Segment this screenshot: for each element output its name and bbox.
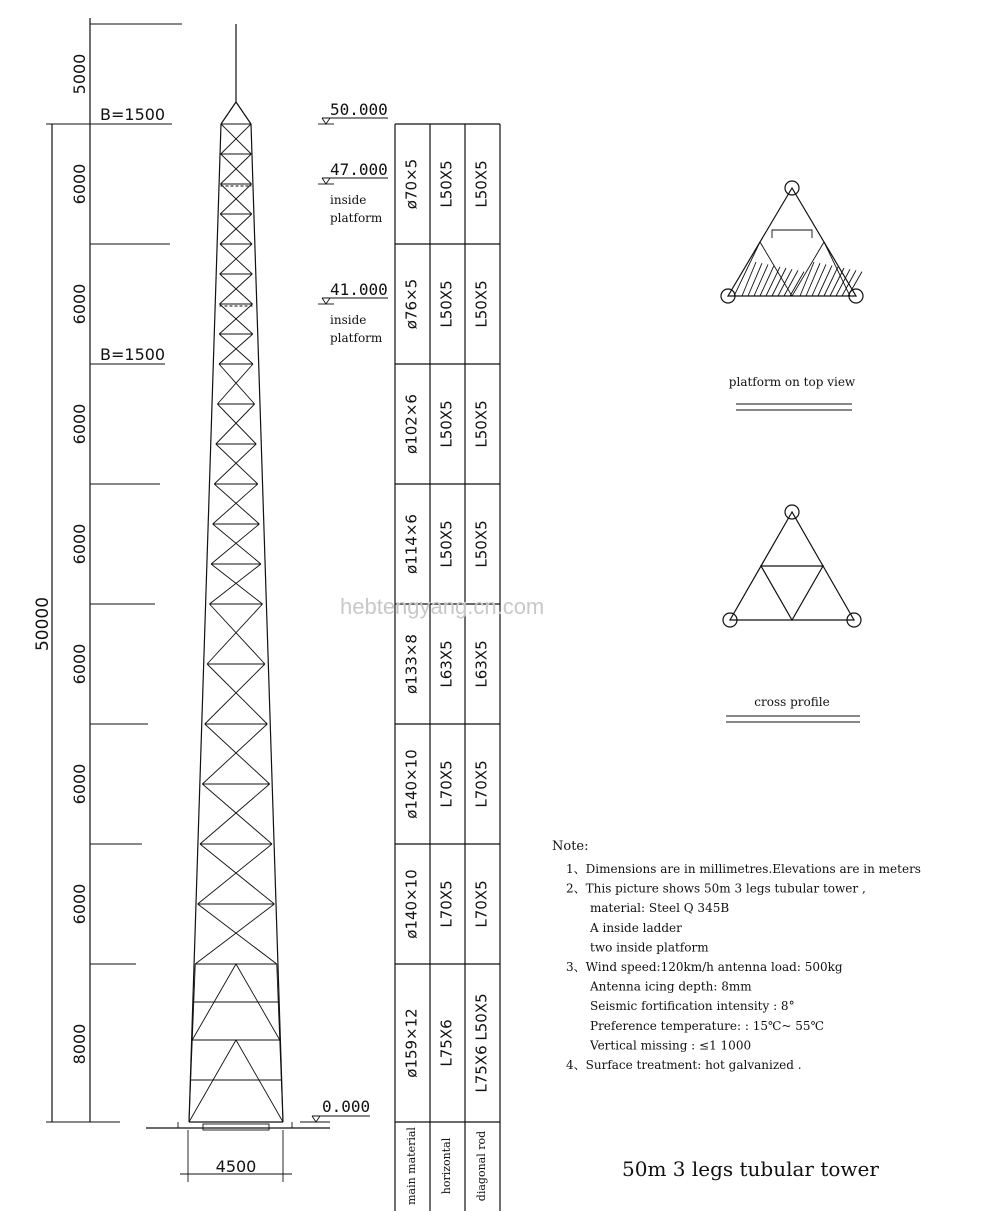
table-cell-horizontal: L50X5 (437, 160, 456, 208)
tower-leg-right (251, 124, 283, 1122)
table-cell-diagonal: L63X5 (472, 640, 491, 688)
table-cell-horizontal: L50X5 (437, 280, 456, 328)
members-table (395, 124, 500, 1211)
hatch-line (760, 266, 774, 296)
table-cell-main: ø133×8 (402, 634, 421, 694)
dim-seg-3: 6000 (70, 283, 89, 325)
table-cell-diagonal: L70X5 (472, 760, 491, 808)
note-line: Preference temperature: : 15℃~ 55℃ (590, 1018, 824, 1033)
notes-block (552, 839, 921, 1072)
hatch-line (824, 267, 838, 296)
elevation-41-note-1: inside (330, 313, 367, 327)
elevation-41-label: 41.000 (330, 280, 388, 299)
tower-diagonal (207, 604, 262, 664)
dim-seg-6: 6000 (70, 643, 89, 685)
tower-diagonal (202, 784, 272, 844)
dim-seg-7: 6000 (70, 763, 89, 805)
note-line: 3、Wind speed:120km/h antenna load: 500kg (566, 960, 843, 974)
tower-diagonal (210, 604, 265, 664)
note-line: two inside platform (590, 940, 709, 955)
table-cell-horizontal: L50X5 (437, 400, 456, 448)
base-dimension (146, 1122, 330, 1182)
hatch-line (748, 263, 762, 296)
note-line: 1、Dimensions are in millimetres.Elevations are in meters (566, 862, 921, 876)
table-cell-main: ø159×12 (402, 1008, 421, 1078)
table-cell-main: ø102×6 (402, 394, 421, 454)
elevation-0-label: 0.000 (322, 1097, 371, 1116)
platform-top-view (721, 181, 863, 410)
table-cell-main: ø76×5 (402, 278, 421, 330)
tower-diagonal (217, 404, 256, 444)
tower-elevation (189, 24, 283, 1122)
elevation-47-label: 47.000 (330, 160, 388, 179)
top-width-label-1: B=1500 (100, 105, 166, 124)
table-footer-main: main material (405, 1127, 418, 1205)
hatch-line (830, 268, 844, 296)
table-footer-diagonal: diagonal rod (475, 1130, 488, 1202)
drawing-title: 50m 3 legs tubular tower (622, 1157, 879, 1181)
hatch-line (754, 264, 768, 296)
top-width-label-2: B=1500 (100, 345, 166, 364)
tower-diagonal (200, 784, 270, 844)
dim-seg-1: 5000 (70, 53, 89, 95)
table-cell-horizontal: L75X6 (437, 1019, 456, 1067)
tower-diagonal (202, 724, 267, 784)
elevation-50-label: 50.000 (330, 100, 388, 119)
tower-diagonal (198, 844, 272, 904)
table-cell-horizontal: L50X5 (437, 520, 456, 568)
elevation-41 (318, 280, 388, 345)
notes-heading: Note: (552, 839, 589, 854)
dim-seg-9: 8000 (70, 1023, 89, 1065)
note-line: A inside ladder (590, 920, 682, 935)
tower-diagonal (216, 444, 258, 484)
tower-diagonal (214, 444, 256, 484)
tower-diagonal (205, 664, 265, 724)
cross-profile-view (723, 505, 861, 722)
hatch-line (742, 262, 756, 296)
hatch-line (848, 272, 862, 296)
tower-cap (221, 102, 251, 124)
tower-diagonal (211, 524, 259, 564)
tower-diagonal (213, 484, 258, 524)
tower-k-brace (189, 1040, 283, 1122)
table-footer-horizontal: horizontal (440, 1137, 453, 1195)
dim-seg-4: 6000 (70, 403, 89, 445)
elevation-47-note-2: platform (330, 211, 383, 225)
base-width-label: 4500 (215, 1157, 257, 1176)
table-cell-main: ø140×10 (402, 749, 421, 819)
dimension-chain (46, 18, 182, 1122)
hatch-line (818, 266, 832, 296)
tower-k-brace (189, 1040, 283, 1122)
note-line: 2、This picture shows 50m 3 legs tubular tower , (566, 881, 866, 896)
elevation-0 (300, 1097, 370, 1122)
tower-diagonal (214, 484, 259, 524)
top-view-caption: platform on top view (728, 375, 856, 389)
note-line: Antenna icing depth: 8mm (590, 979, 752, 994)
tower-diagonal (211, 564, 262, 604)
tower-diagonal (210, 564, 261, 604)
tower-diagonal (216, 404, 255, 444)
elevation-47 (318, 160, 388, 225)
cross-profile-caption: cross profile (754, 695, 830, 709)
table-cell-main: ø70×5 (402, 158, 421, 210)
table-cell-diagonal: L50X5 (472, 400, 491, 448)
table-cell-diagonal: L50X5 (472, 520, 491, 568)
tower-diagonal (207, 664, 267, 724)
dim-total-height: 50000 (33, 596, 53, 652)
dim-seg-2: 6000 (70, 163, 89, 205)
segment-dimension-labels (33, 54, 165, 1065)
note-line: material: Steel Q 345B (590, 901, 730, 916)
tower-leg-left (189, 124, 221, 1122)
tower-diagonal (198, 904, 277, 964)
dim-seg-5: 6000 (70, 523, 89, 565)
hatch-line (766, 267, 780, 296)
table-cell-main: ø114×6 (402, 514, 421, 574)
tower-diagonal (219, 364, 255, 404)
tower-k-brace (192, 1002, 280, 1040)
elevation-47-note-1: inside (330, 193, 367, 207)
table-cell-main: ø140×10 (402, 869, 421, 939)
tower-diagonal (200, 844, 274, 904)
dim-seg-8: 6000 (70, 883, 89, 925)
table-cell-horizontal: L63X5 (437, 640, 456, 688)
elevation-50 (318, 100, 388, 124)
note-line: 4、Surface treatment: hot galvanized . (566, 1058, 802, 1072)
table-cell-diagonal: L75X6 L50X5 (472, 993, 491, 1093)
tower-diagonal (195, 904, 274, 964)
tower-diagonal (205, 724, 270, 784)
note-line: Vertical missing : ≤1 1000 (590, 1038, 752, 1053)
elevation-41-note-2: platform (330, 331, 383, 345)
tower-diagonal (213, 524, 261, 564)
table-cell-diagonal: L50X5 (472, 280, 491, 328)
hatch-line (784, 270, 798, 296)
watermark: hebtengyang.cn.com (340, 594, 545, 619)
tower-diagonal (217, 364, 253, 404)
table-cell-diagonal: L70X5 (472, 880, 491, 928)
hatch-line (812, 264, 826, 296)
tower-k-brace (194, 964, 279, 1002)
table-cell-diagonal: L50X5 (472, 160, 491, 208)
table-cell-horizontal: L70X5 (437, 760, 456, 808)
table-cell-horizontal: L70X5 (437, 880, 456, 928)
note-line: Seismic fortification intensity : 8° (590, 999, 795, 1014)
